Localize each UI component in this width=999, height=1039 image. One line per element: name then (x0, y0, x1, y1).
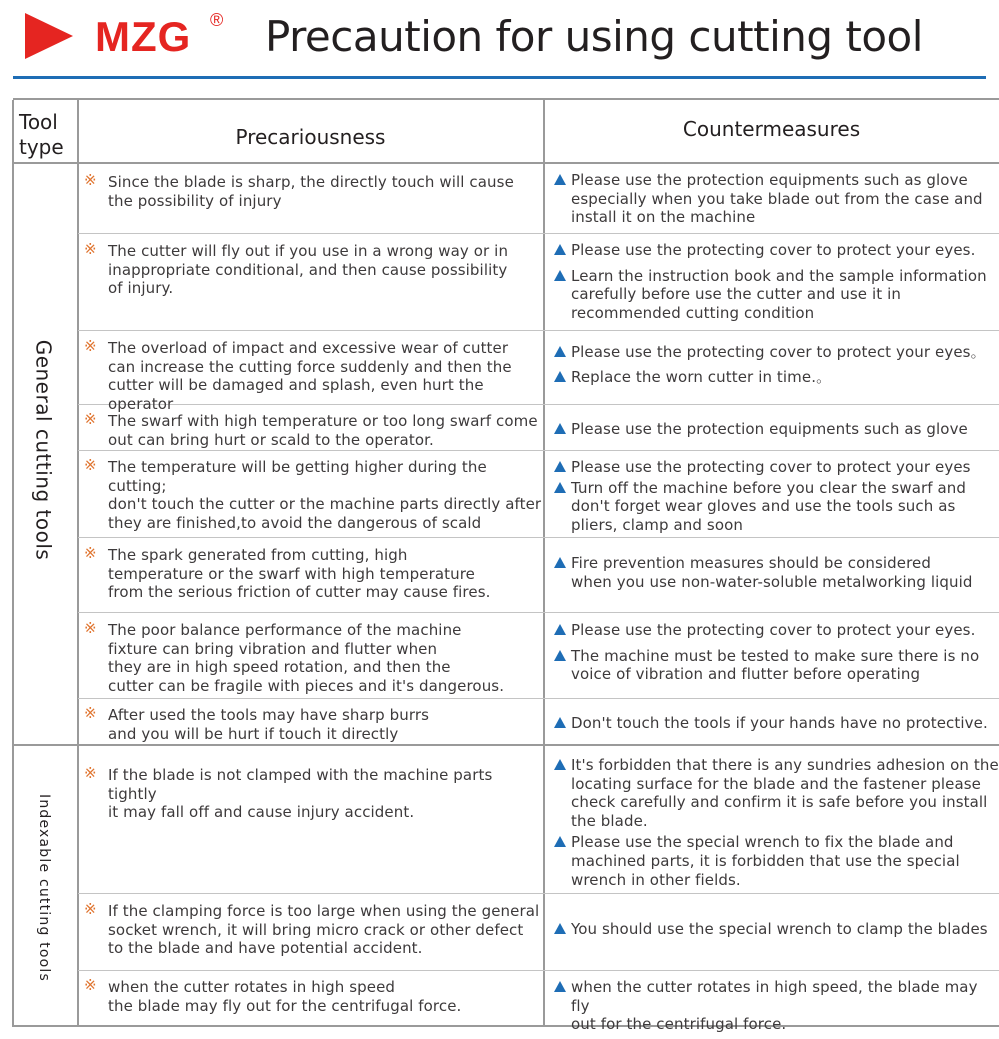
risk-cell (81, 412, 543, 449)
risk-text-line: and you will be hurt if touch it directly (108, 724, 399, 743)
row-divider-line (78, 970, 999, 971)
row-divider-line (78, 698, 999, 699)
countermeasure-item (548, 368, 999, 387)
blue-triangle-bullet-icon (554, 624, 566, 635)
countermeasure-item (548, 171, 999, 227)
countermeasure-text-line: Learn the instruction book and the sample information (571, 266, 987, 285)
row-divider-line (78, 537, 999, 538)
risk-text-line: can increase the cutting force suddenly and then the (108, 357, 512, 376)
risk-text-line: The cutter will fly out if you use in a wrong way or in (108, 242, 509, 260)
row-divider-line (78, 233, 999, 234)
countermeasure-cell (548, 241, 999, 322)
row-divider-line (78, 450, 999, 451)
reference-mark-icon: ※ (84, 410, 97, 428)
risk-text-line: cutter can be fragile with pieces and it's dangerous. (108, 676, 505, 695)
risk-text-line: cutter will be damaged and splash, even hurt the operator (108, 376, 484, 413)
risk-text-line: If the clamping force is too large when using the general (108, 902, 540, 920)
risk-cell (81, 546, 543, 602)
risk-cell (81, 766, 543, 822)
countermeasure-text-line: Turn off the machine before you clear the swarf and (571, 478, 967, 497)
countermeasure-item (548, 479, 999, 535)
countermeasure-text-line: Please use the protecting cover to protect your eyes. (571, 621, 976, 639)
countermeasure-text-line: when you use non-water-soluble metalworking liquid (571, 572, 973, 591)
countermeasure-text-line: carefully before use the cutter and use it in (571, 285, 901, 304)
countermeasure-item (548, 420, 999, 439)
countermeasure-text-line: don't forget wear gloves and use the tools such as (571, 497, 956, 516)
countermeasure-cell (548, 978, 999, 1034)
countermeasure-cell (548, 714, 999, 733)
countermeasure-item (548, 458, 999, 477)
brand-name: MZG (95, 13, 192, 60)
risk-text-line: of injury. (108, 279, 174, 298)
reference-mark-icon: ※ (84, 240, 97, 258)
reference-mark-icon: ※ (84, 171, 97, 189)
countermeasure-cell (548, 343, 999, 386)
header-precariousness: Precariousness (235, 125, 386, 149)
header-tool-type: Tool type (19, 110, 64, 159)
risk-cell (81, 242, 543, 298)
countermeasure-item (548, 833, 999, 889)
risk-text-line: they are in high speed rotation, and then the (108, 658, 451, 677)
countermeasure-text-line: recommended cutting condition (571, 303, 815, 322)
countermeasure-text-line: It's forbidden that there is any sundries adhesion on the (571, 756, 999, 774)
reference-mark-icon: ※ (84, 544, 97, 562)
risk-text-line: the blade may fly out for the centrifugal force. (108, 996, 462, 1015)
risk-text-line: inappropriate conditional, and then cause possibility (108, 260, 508, 279)
countermeasure-item (548, 343, 999, 362)
countermeasure-text-line: Replace the worn cutter in time.。 (571, 367, 832, 386)
risk-text-line: The swarf with high temperature or too long swarf come (108, 412, 538, 430)
reference-mark-icon: ※ (84, 337, 97, 355)
blue-triangle-bullet-icon (554, 981, 566, 992)
risk-text-line: they are finished,to avoid the dangerous of scald (108, 513, 482, 532)
blue-triangle-bullet-icon (554, 423, 566, 434)
reference-mark-icon: ※ (84, 619, 97, 637)
risk-text-line: The overload of impact and excessive wear of cutter (108, 339, 509, 357)
blue-triangle-bullet-icon (554, 174, 566, 185)
countermeasure-text-line: Please use the protection equipments such as glove (571, 171, 968, 189)
countermeasure-item (548, 647, 999, 684)
header-divider (13, 76, 986, 79)
countermeasure-item (548, 920, 999, 939)
group-label-indexable: Indexable cutting tools (35, 793, 52, 983)
countermeasure-text-line: wrench in other fields. (571, 870, 741, 889)
risk-cell (81, 173, 543, 210)
countermeasure-text-line: Please use the protecting cover to protect your eyes. (571, 241, 976, 259)
risk-text-line: it may fall off and cause injury accident. (108, 803, 415, 822)
countermeasure-item (548, 756, 999, 830)
risk-text-line: If the blade is not clamped with the machine parts tightly (108, 766, 493, 803)
reference-mark-icon: ※ (84, 976, 97, 994)
countermeasure-text-line: Please use the protection equipments such as glove (571, 420, 968, 438)
row-divider-line (78, 330, 999, 331)
column-divider-countermeasures (543, 100, 545, 1027)
risk-text-line: temperature or the swarf with high temperature (108, 564, 475, 583)
countermeasure-text-line: Please use the special wrench to fix the blade and (571, 833, 954, 852)
mzg-logo-triangle-icon (25, 13, 73, 59)
blue-triangle-bullet-icon (554, 836, 566, 847)
countermeasure-text-line: check carefully and confirm it is safe before you install (571, 793, 988, 812)
blue-triangle-bullet-icon (554, 717, 566, 728)
countermeasure-cell (548, 458, 999, 534)
countermeasure-item (548, 267, 999, 323)
header-divider-line (13, 162, 999, 164)
blue-triangle-bullet-icon (554, 244, 566, 255)
risk-cell (81, 978, 543, 1015)
countermeasure-text-line: when the cutter rotates in high speed, the blade may fly (571, 978, 978, 1015)
registered-mark: ® (210, 10, 224, 30)
risk-cell (81, 902, 543, 958)
countermeasure-text-line: Please use the protecting cover to protect your eyes。 (571, 343, 986, 361)
risk-text-line: don't touch the cutter or the machine parts directly after (108, 495, 542, 514)
blue-triangle-bullet-icon (554, 557, 566, 568)
countermeasure-text-line: the blade. (571, 811, 648, 830)
column-divider-tooltype (77, 100, 79, 1027)
countermeasure-item (548, 241, 999, 260)
countermeasure-text-line: voice of vibration and flutter before operating (571, 665, 921, 684)
risk-text-line: fixture can bring vibration and flutter when (108, 639, 438, 658)
row-divider-line (78, 893, 999, 894)
reference-mark-icon: ※ (84, 704, 97, 722)
blue-triangle-bullet-icon (554, 270, 566, 281)
risk-text-line: The spark generated from cutting, high (108, 546, 408, 564)
countermeasure-cell (548, 554, 999, 591)
countermeasure-text-line: install it on the machine (571, 208, 756, 227)
blue-triangle-bullet-icon (554, 461, 566, 472)
risk-cell (81, 621, 543, 695)
countermeasure-item (548, 978, 999, 1034)
countermeasure-text-line: especially when you take blade out from the case and (571, 189, 983, 208)
countermeasure-text-line: Please use the protecting cover to protect your eyes (571, 458, 971, 476)
countermeasure-text-line: You should use the special wrench to clamp the blades (571, 920, 988, 938)
header-countermeasures: Countermeasures (682, 117, 861, 141)
row-divider-line (78, 612, 999, 613)
table-header-row (13, 100, 999, 163)
countermeasure-text-line: pliers, clamp and soon (571, 515, 743, 534)
risk-cell (81, 706, 543, 743)
countermeasure-item (548, 621, 999, 640)
blue-triangle-bullet-icon (554, 371, 566, 382)
risk-text-line: from the serious friction of cutter may cause fires. (108, 583, 491, 602)
risk-text-line: out can bring hurt or scald to the operator. (108, 430, 434, 449)
countermeasure-text-line: Fire prevention measures should be considered (571, 554, 931, 572)
countermeasure-item (548, 714, 999, 733)
risk-text-line: socket wrench, it will bring micro crack or other defect (108, 920, 524, 939)
countermeasure-text-line: Don't touch the tools if your hands have no protective. (571, 714, 988, 732)
countermeasure-cell (548, 420, 999, 439)
countermeasure-text-line: machined parts, it is forbidden that use the special (571, 851, 960, 870)
table-left-border (12, 100, 14, 1027)
reference-mark-icon: ※ (84, 900, 97, 918)
risk-cell (81, 339, 543, 413)
risk-text-line: The poor balance performance of the machine (108, 621, 462, 639)
page-title: Precaution for using cutting tool (265, 12, 923, 61)
blue-triangle-bullet-icon (554, 923, 566, 934)
risk-text-line: Since the blade is sharp, the directly touch will cause (108, 173, 514, 191)
countermeasure-text-line: The machine must be tested to make sure there is no (571, 646, 980, 665)
page-header (0, 0, 999, 80)
blue-triangle-bullet-icon (554, 650, 566, 661)
blue-triangle-bullet-icon (554, 346, 566, 357)
countermeasure-cell (548, 621, 999, 684)
precaution-table (13, 98, 999, 1034)
countermeasure-cell (548, 171, 999, 227)
risk-text-line: to the blade and have potential accident. (108, 939, 423, 958)
countermeasure-cell (548, 920, 999, 939)
risk-text-line: when the cutter rotates in high speed (108, 978, 396, 996)
risk-text-line: After used the tools may have sharp burrs (108, 706, 430, 724)
risk-text-line: the possibility of injury (108, 191, 282, 210)
blue-triangle-bullet-icon (554, 759, 566, 770)
countermeasure-cell (548, 756, 999, 889)
group-label-general: General cutting tools (31, 339, 56, 561)
reference-mark-icon: ※ (84, 764, 97, 782)
countermeasure-text-line: locating surface for the blade and the fastener please (571, 774, 982, 793)
risk-cell (81, 458, 543, 532)
blue-triangle-bullet-icon (554, 482, 566, 493)
countermeasure-item (548, 554, 999, 591)
group-divider-line (13, 744, 999, 746)
risk-text-line: The temperature will be getting higher during the cutting; (108, 458, 487, 495)
countermeasure-text-line: out for the centrifugal force. (571, 1015, 787, 1034)
reference-mark-icon: ※ (84, 456, 97, 474)
